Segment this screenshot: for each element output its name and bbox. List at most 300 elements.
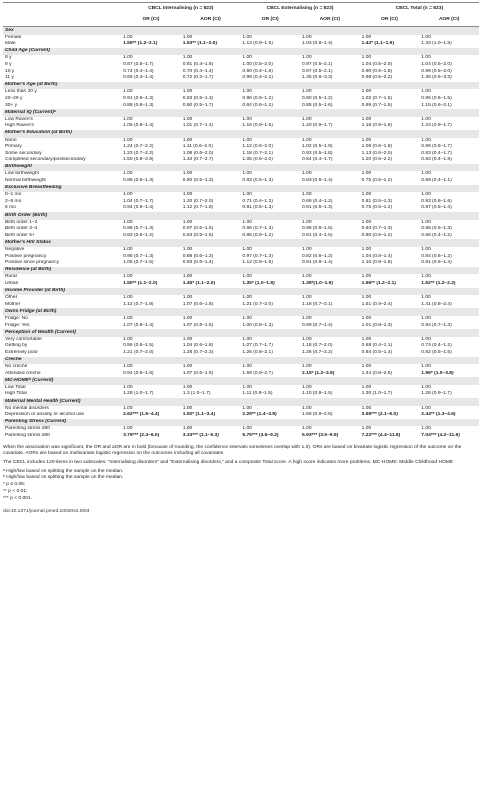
table-cell: 0.81 (0.5–1.3) <box>242 205 273 211</box>
table-cell: 0.74 (0.4–1.2) <box>421 343 452 349</box>
table-cell: 1.39*(1.0–1.9) <box>302 280 334 286</box>
row-label: Fridge: Yes <box>5 322 30 328</box>
table-row <box>3 205 479 212</box>
table-row <box>3 295 479 302</box>
table-cell: 1.00 <box>123 405 133 411</box>
table-cell: 1.00 <box>182 89 193 95</box>
row-label: Birth order 3–4 <box>5 226 38 232</box>
table-cell: 0.81 (0.5–1.3) <box>361 198 393 204</box>
row-label: Negative <box>5 247 25 252</box>
section-title: Exclusive Breastfeeding <box>3 185 479 193</box>
section-header-row <box>3 48 479 56</box>
table-cell: 1.21 (0.7–2.0) <box>242 301 273 307</box>
table-cell: 2.15* (1.2–3.9) <box>302 370 335 376</box>
table-cell: 1.00 <box>302 55 312 61</box>
table-cell: 1.13 (0.6–2.0) <box>361 150 393 156</box>
table-cell: 0.90 (0.5–1.8) <box>361 68 393 74</box>
sub-header-row <box>3 15 479 27</box>
corner-cell <box>3 3 121 16</box>
row-label: 8 y <box>5 55 12 61</box>
table-cell: 1.12 (0.7–1.8) <box>123 301 154 307</box>
table-cell: 1.02 (0.7–1.5) <box>361 95 393 101</box>
table-cell: 1.10 (0.8–1.5) <box>302 391 333 397</box>
table-cell: 0.85 (0.6–1.2) <box>242 232 273 238</box>
table-cell: 0.66 (0.4–1.2) <box>421 232 452 238</box>
table-cell: 1.00 <box>242 247 252 252</box>
table-cell: 1.26 (0.8–2.1) <box>242 349 273 355</box>
table-cell: 1.00 <box>302 384 312 390</box>
row-label: Other <box>5 295 18 301</box>
corner-cell <box>3 15 121 27</box>
section-title: Birth Order (Birth) <box>3 212 479 220</box>
section-header-row <box>3 308 479 316</box>
group-header-row <box>3 3 479 16</box>
table-cell: 1.00 <box>421 89 431 95</box>
table-cell: 1.00 <box>182 247 193 252</box>
table-cell: 0.94 (0.7–1.3) <box>421 322 452 328</box>
table-cell: 0.82 (0.5–1.5) <box>421 349 452 355</box>
table-cell: 1.00 <box>302 137 312 143</box>
table-row <box>3 138 479 145</box>
table-cell: 0.87 (0.5–1.7) <box>123 61 154 67</box>
table-row <box>3 247 479 254</box>
table-cell: 0.84 (0.4–1.7) <box>302 157 333 163</box>
table-cell: 1.00 <box>361 405 372 411</box>
table-cell: 1.00 <box>242 315 252 321</box>
table-cell: 0.71 (0.4–1.2) <box>242 198 273 204</box>
table-cell: 0.96 (0.6–1.5) <box>123 343 154 349</box>
table-cell: 1.00 <box>421 405 431 411</box>
table-cell: 2.62*** (1.6–4.4) <box>123 412 160 418</box>
section-header-row <box>3 288 479 296</box>
table-cell: 0.96 (0.7–1.3) <box>123 226 154 232</box>
table-cell: 1.00 <box>182 336 193 342</box>
table-row <box>3 178 479 185</box>
section-title: Income Provider (at Birth) <box>3 288 479 296</box>
table-cell: 1.00 <box>361 364 372 370</box>
table-cell: 1.00 <box>361 384 372 390</box>
section-header-row <box>3 82 479 90</box>
table-cell: 1.44 (0.8–2.5) <box>361 370 393 376</box>
table-body <box>3 27 479 440</box>
table-cell: 1.00 <box>123 34 133 40</box>
row-label: No crèche <box>5 364 28 370</box>
table-notes <box>3 445 479 503</box>
table-row <box>3 226 479 233</box>
table-row <box>3 144 479 151</box>
table-cell: 1.11 (0.8–1.5) <box>242 391 273 397</box>
column-header: AOR (CI) <box>419 15 479 27</box>
table-cell: 1.41 (0.8–2.4) <box>421 301 452 307</box>
row-label: High Raven's <box>5 123 34 129</box>
table-cell: 0.97 (0.5–2.1) <box>302 68 333 74</box>
table-cell: 1.42* (1.1–1.9) <box>361 41 395 47</box>
table-cell: 1.12 (0.8–1.6) <box>242 260 273 266</box>
row-label: 20–29 y <box>5 95 23 101</box>
table-row <box>3 35 479 42</box>
column-header: AOR (CI) <box>181 15 241 27</box>
row-label: Positive since pregnancy <box>5 260 60 266</box>
table-cell: 1.00 <box>242 295 252 301</box>
table-cell: 1.00 <box>123 171 133 177</box>
table-cell: 1.00 <box>123 55 133 61</box>
row-label: Less than 20 y <box>5 89 37 95</box>
table-cell: 1.00 <box>182 364 193 370</box>
row-label: Parenting stress ≤90 <box>5 426 50 432</box>
table-cell: 0.80 (0.6–1.2) <box>361 232 393 238</box>
table-cell: 1.24 (0.9–1.7) <box>421 123 452 129</box>
table-cell: 1.00 <box>302 34 312 40</box>
row-label: Normal birthweight <box>5 178 46 184</box>
table-cell: 1.59** (1.2–2.1) <box>123 41 158 47</box>
table-row <box>3 323 479 330</box>
table-cell: 0.98 (0.5–2.2) <box>361 75 393 81</box>
group-header: CBCL Externalising (n = 823) <box>240 3 359 16</box>
table-cell: 1.01 (0.8–1.3) <box>361 322 393 328</box>
table-row <box>3 103 479 110</box>
table-cell: 1.35* (1.0–1.8) <box>242 280 275 286</box>
table-cell: 2.44** (1.3–4.6) <box>421 412 456 418</box>
table-cell: 1.00 <box>182 116 193 122</box>
table-cell: 1.00 <box>361 315 372 321</box>
table-cell: 1.00 <box>182 426 193 432</box>
table-cell: 1.00 <box>123 384 133 390</box>
table-cell: 0.88 (0.6–1.3) <box>123 102 154 108</box>
table-cell: 0.93 (0.6–1.6) <box>421 198 452 204</box>
table-row <box>3 302 479 309</box>
table-cell: 1.00 <box>361 274 372 280</box>
table-cell: 1.92* (1.1–3.4) <box>182 412 216 418</box>
table-cell: 1.06 (0.6–1.9) <box>361 144 393 150</box>
table-cell: 0.75 (0.5–1.2) <box>361 205 393 211</box>
row-label: None <box>5 137 17 143</box>
table-cell: 1.15 (0.9–1.5) <box>242 123 273 129</box>
row-label: Attended crèche <box>5 370 41 376</box>
row-label: Low birthweight <box>5 171 39 177</box>
row-label: 10 y <box>5 68 15 74</box>
table-cell: 1.00 <box>421 336 431 342</box>
table-row <box>3 41 479 48</box>
table-cell: 0.90 (0.4–1.8) <box>242 68 273 74</box>
table-row <box>3 199 479 206</box>
table-cell: 1.00 <box>182 171 193 177</box>
table-cell: 0.84 (0.5–1.4) <box>361 349 393 355</box>
table-cell: 1.03 (0.8–1.4) <box>302 41 333 47</box>
table-cell: 0.70 (0.4–1.4) <box>182 68 214 74</box>
table-cell: 0.93 (0.7–1.3) <box>361 226 393 232</box>
table-cell: 0.97 (0.5–2.1) <box>302 61 333 67</box>
results-table <box>3 2 479 440</box>
table-cell: 1.00 <box>242 192 252 198</box>
table-row <box>3 75 479 82</box>
table-cell: 1.00 <box>182 274 193 280</box>
table-cell: 1.00 <box>361 116 372 122</box>
table-cell: 5.75*** (3.6–9.2) <box>242 433 279 439</box>
table-cell: 1.00 <box>242 89 252 95</box>
table-cell: 1.18 (0.7–2.0) <box>302 343 333 349</box>
table-cell: 3.33*** (2.1–5.3) <box>182 433 219 439</box>
table-cell: 1.07 (0.8–1.5) <box>182 322 214 328</box>
table-cell: 1.00 <box>123 295 133 301</box>
row-label: 2–5 mo <box>5 198 22 204</box>
table-cell: 1.56** (1.2–2.1) <box>361 280 396 286</box>
table-cell: 1.02 (0.5–1.9) <box>302 144 333 150</box>
table-cell: 1.20 (0.9–1.7) <box>302 123 333 129</box>
table-cell: 1.00 <box>242 426 252 432</box>
table-cell: 1.59 (0.9–2.7) <box>242 370 273 376</box>
table-cell: 1.04 (0.5–2.0) <box>421 61 452 67</box>
table-cell: 1.00 <box>302 247 312 252</box>
table-cell: 1.18 (0.9–1.6) <box>361 123 393 129</box>
table-cell: 0.80 (0.5–1.3) <box>182 178 214 184</box>
table-cell: 0.93 (0.5–1.8) <box>302 150 333 156</box>
section-header-row <box>3 419 479 427</box>
table-cell: 1.11 (0.6–2.0) <box>182 144 213 150</box>
column-header: OR (CI) <box>240 15 300 27</box>
table-cell: 1.00 <box>242 364 252 370</box>
section-title: MC-HOMEᵇ (Current) <box>3 377 479 385</box>
row-label: Male <box>5 41 16 47</box>
table-cell: 1.28 (0.7–2.3) <box>182 349 214 355</box>
table-cell: 0.83 (0.6–1.2) <box>123 232 154 238</box>
table-cell: 0.85 (0.5–1.6) <box>302 102 333 108</box>
section-title: Mother's HIV Status <box>3 239 479 247</box>
table-row <box>3 151 479 158</box>
table-cell: 1.00 (0.8–1.3) <box>242 322 273 328</box>
row-label: Female <box>5 34 22 40</box>
table-cell: 1.21 (0.7–2.0) <box>123 349 154 355</box>
table-cell: 0.83 (0.5–1.5) <box>182 232 214 238</box>
section-title: Sex <box>3 27 479 35</box>
row-label: Mother <box>5 301 21 307</box>
table-cell: 1.00 <box>361 55 372 61</box>
table-row <box>3 55 479 62</box>
table-cell: 1.00 <box>242 336 252 342</box>
table-cell: 0.83 (0.4–1.7) <box>421 150 452 156</box>
table-cell: 1.38 (0.6–3.3) <box>421 75 452 81</box>
table-cell: 1.50 (0.8–2.8) <box>123 157 154 163</box>
section-title: Mother's Education (at Birth) <box>3 130 479 138</box>
table-cell: 1.50** (1.1–2.0) <box>123 280 158 286</box>
table-cell: 0.87 (0.5–1.4) <box>421 205 452 211</box>
table-row <box>3 274 479 281</box>
section-title: Residence (at Birth) <box>3 267 479 275</box>
table-cell: 1.01 (0.7–1.4) <box>182 123 214 129</box>
table-cell: 0.86 (0.6–1.3) <box>421 226 452 232</box>
table-row <box>3 316 479 323</box>
table-cell: 2.29** (1.4–3.8) <box>242 412 277 418</box>
table-cell: 1.00 <box>302 116 312 122</box>
table-row <box>3 171 479 178</box>
table-cell: 1.00 <box>182 192 193 198</box>
table-row <box>3 391 479 398</box>
table-cell: 1.00 <box>421 137 431 143</box>
table-cell: 1.08 (0.6–2.0) <box>182 150 214 156</box>
table-cell: 0.82 (0.6–1.2) <box>302 253 333 259</box>
table-cell: 1.00 <box>421 295 431 301</box>
table-cell: 0.66 (0.3–1.4) <box>123 75 154 81</box>
row-label: 0–1 mo <box>5 192 22 198</box>
table-cell: 0.99 (0.5–2.0) <box>421 68 452 74</box>
table-cell: 1.00 <box>123 247 133 252</box>
row-label: Low Total <box>5 384 26 390</box>
table-cell: 1.05 (0.6–2.0) <box>242 157 273 163</box>
table-cell: 1.00 <box>361 219 372 225</box>
table-row <box>3 385 479 392</box>
table-cell: 1.00 <box>242 116 252 122</box>
table-cell: 1.26 (0.9–1.7) <box>421 391 452 397</box>
table-row <box>3 157 479 164</box>
table-cell: 0.69 (0.4–1.1) <box>421 178 452 184</box>
table-cell: 1.00 <box>302 171 312 177</box>
table-cell: 1.00 <box>302 364 312 370</box>
table-cell: 1.05 (0.8–1.4) <box>123 123 154 129</box>
table-cell: 0.99 (0.7–1.5) <box>361 102 393 108</box>
table-cell: 1.23 (0.7–2.2) <box>123 150 154 156</box>
table-cell: 1.00 <box>421 55 431 61</box>
table-row <box>3 406 479 413</box>
row-label: No mental disorders <box>5 405 49 411</box>
table-cell: 0.81 (0.4–1.6) <box>182 61 214 67</box>
table-cell: 1.00 <box>421 315 431 321</box>
row-label: 11 y <box>5 75 14 81</box>
table-cell: 1.00 <box>123 315 133 321</box>
row-label: Depression or anxiety or alcohol use <box>5 412 85 418</box>
table-cell: 1.35 (0.6–3.3) <box>302 75 333 81</box>
table-cell: 0.72 (0.3–1.7) <box>182 75 214 81</box>
table-row <box>3 192 479 199</box>
table-cell: 1.00 <box>421 426 431 432</box>
table-cell: 0.68 (0.4–1.1) <box>361 343 393 349</box>
table-cell: 1.00 <box>242 219 252 225</box>
table-cell: 1.00 <box>302 405 312 411</box>
section-header-row <box>3 329 479 337</box>
table-cell: 0.75 (0.5–1.2) <box>361 178 393 184</box>
table-cell: 1.53** (1.1–2.0) <box>182 41 217 47</box>
table-cell: 1.00 <box>182 295 193 301</box>
table-cell: 1.20 (0.6–2.2) <box>361 157 393 163</box>
table-row <box>3 281 479 288</box>
table-cell: 1.00 (0.5–2.0) <box>242 61 273 67</box>
table-cell: 0.81 (0.5–1.3) <box>302 205 333 211</box>
table-cell: 1.18 (0.7–2.1) <box>242 150 273 156</box>
table-cell: 0.88 (0.6–1.3) <box>182 253 214 259</box>
table-row <box>3 233 479 240</box>
table-cell: 1.00 <box>302 315 312 321</box>
table-cell: 1.04 (0.8–1.4) <box>361 253 393 259</box>
table-cell: 1.45* (1.1–2.0) <box>182 280 216 286</box>
table-cell: 1.00 <box>361 247 372 252</box>
table-cell: 0.83 (0.4–1.8) <box>421 157 452 163</box>
table-cell: 1.33 (1.0–1.8) <box>421 41 452 47</box>
table-cell: 0.86 (0.5–1.3) <box>123 178 154 184</box>
table-cell: 1.00 <box>182 315 193 321</box>
table-cell: 1.28 (1.0–1.7) <box>123 391 154 397</box>
table-cell: 0.91 (0.6–1.4) <box>421 260 452 266</box>
table-cell: 0.91 (0.6–1.4) <box>302 260 333 266</box>
note: The CBCL includes 120-items in two subscales: “Internalising disorders” and “Externalising disorders,” and a composite Total score. A high score indicates more problems. MC-HOME: Middle Childhood HOME <box>3 460 454 466</box>
table-cell: 0.93 (0.6–1.4) <box>182 260 214 266</box>
group-header: CBCL Total (n = 823) <box>360 3 479 16</box>
table-cell: 1.00 <box>361 336 372 342</box>
table-cell: 1.51 (0.9–2.4) <box>361 301 393 307</box>
table-row <box>3 89 479 96</box>
table-cell: 1.00 <box>361 295 372 301</box>
section-header-row <box>3 357 479 365</box>
section-title: Owns Fridge (at Birth) <box>3 308 479 316</box>
table-row <box>3 62 479 69</box>
table-cell: 1.58 (0.9–2.8) <box>302 412 333 418</box>
table-cell: 1.00 <box>123 364 133 370</box>
table-cell: 1.96* (1.0–3.8) <box>421 370 454 376</box>
table-cell: 0.94 (0.6–1.6) <box>123 370 154 376</box>
note: When the association was significant, the OR and aOR are in bold (because of rounding, the confidence intervals sometimes overlap with 1.0). ORs are based on bivariate logistic regression of the outcome on the covariate. AORs are based on multivariate logistic regression on the outcomes including all covariates <box>3 444 462 457</box>
section-header-row <box>3 212 479 220</box>
table-cell: 1.00 <box>123 219 133 225</box>
table-row <box>3 350 479 357</box>
section-header-row <box>3 109 479 117</box>
table-cell: 0.94 (0.6–1.4) <box>123 205 154 211</box>
table-cell: 1.00 <box>123 89 133 95</box>
table-cell: 1.00 <box>123 137 133 143</box>
table-row <box>3 254 479 261</box>
row-label: Urban <box>5 280 19 286</box>
row-label: Very comfortable <box>5 336 42 342</box>
table-row <box>3 260 479 267</box>
table-cell: 1.00 <box>182 405 193 411</box>
table-cell: 1.62** (1.2–2.2) <box>421 280 456 286</box>
table-cell: 1.07 (0.7–1.7) <box>242 343 273 349</box>
table-cell: 1.00 <box>361 89 372 95</box>
table-cell: 1.00 <box>421 34 431 40</box>
table-cell: 1.00 <box>242 405 252 411</box>
section-title: Child Age (Current) <box>3 48 479 56</box>
section-header-row <box>3 185 479 193</box>
column-header: OR (CI) <box>360 15 420 27</box>
row-label: High Total <box>5 391 27 397</box>
table-cell: 1.00 <box>302 89 312 95</box>
row-label: Parenting stress ≥90 <box>5 433 50 439</box>
table-cell: 0.96 (0.7–1.3) <box>123 253 154 259</box>
section-title: Mother's Age (at Birth) <box>3 82 479 90</box>
row-label: Birth order 5+ <box>5 232 35 238</box>
table-row <box>3 117 479 124</box>
table-cell: 1.00 <box>123 336 133 342</box>
row-label: Birth order 1–2 <box>5 219 38 225</box>
table-cell: 1.00 <box>242 384 252 390</box>
table-cell: 7.22*** (4.4–11.8) <box>361 433 401 439</box>
table-cell: 1.00 <box>302 426 312 432</box>
table-cell: 1.00 <box>302 295 312 301</box>
table-cell: 0.80 (0.5–1.2) <box>302 95 333 101</box>
table-cell: 0.83 (0.5–1.3) <box>242 178 273 184</box>
table-cell: 1.10 (0.8–1.6) <box>361 260 393 266</box>
table-cell: 0.90 (0.5–1.7) <box>182 102 214 108</box>
table-cell: 0.69 (0.4–1.2) <box>302 198 333 204</box>
table-cell: 1.07 (0.6–1.9) <box>182 370 214 376</box>
table-cell: 0.96 (0.7–1.3) <box>242 226 273 232</box>
table-cell: 0.97 (0.7–1.3) <box>242 253 273 259</box>
table-cell: 0.74 (0.4–1.4) <box>123 68 154 74</box>
table-cell: 5.93*** (3.5–9.9) <box>302 433 339 439</box>
row-label: Some secondary <box>5 150 42 156</box>
table-cell: 1.00 <box>421 274 431 280</box>
row-label: Getting by <box>5 343 28 349</box>
table-cell: 1.07 (0.6–1.8) <box>182 301 214 307</box>
table-cell: 0.97 (0.6–1.5) <box>182 226 214 232</box>
table-row <box>3 96 479 103</box>
note: *** p < 0.001. <box>3 495 32 501</box>
